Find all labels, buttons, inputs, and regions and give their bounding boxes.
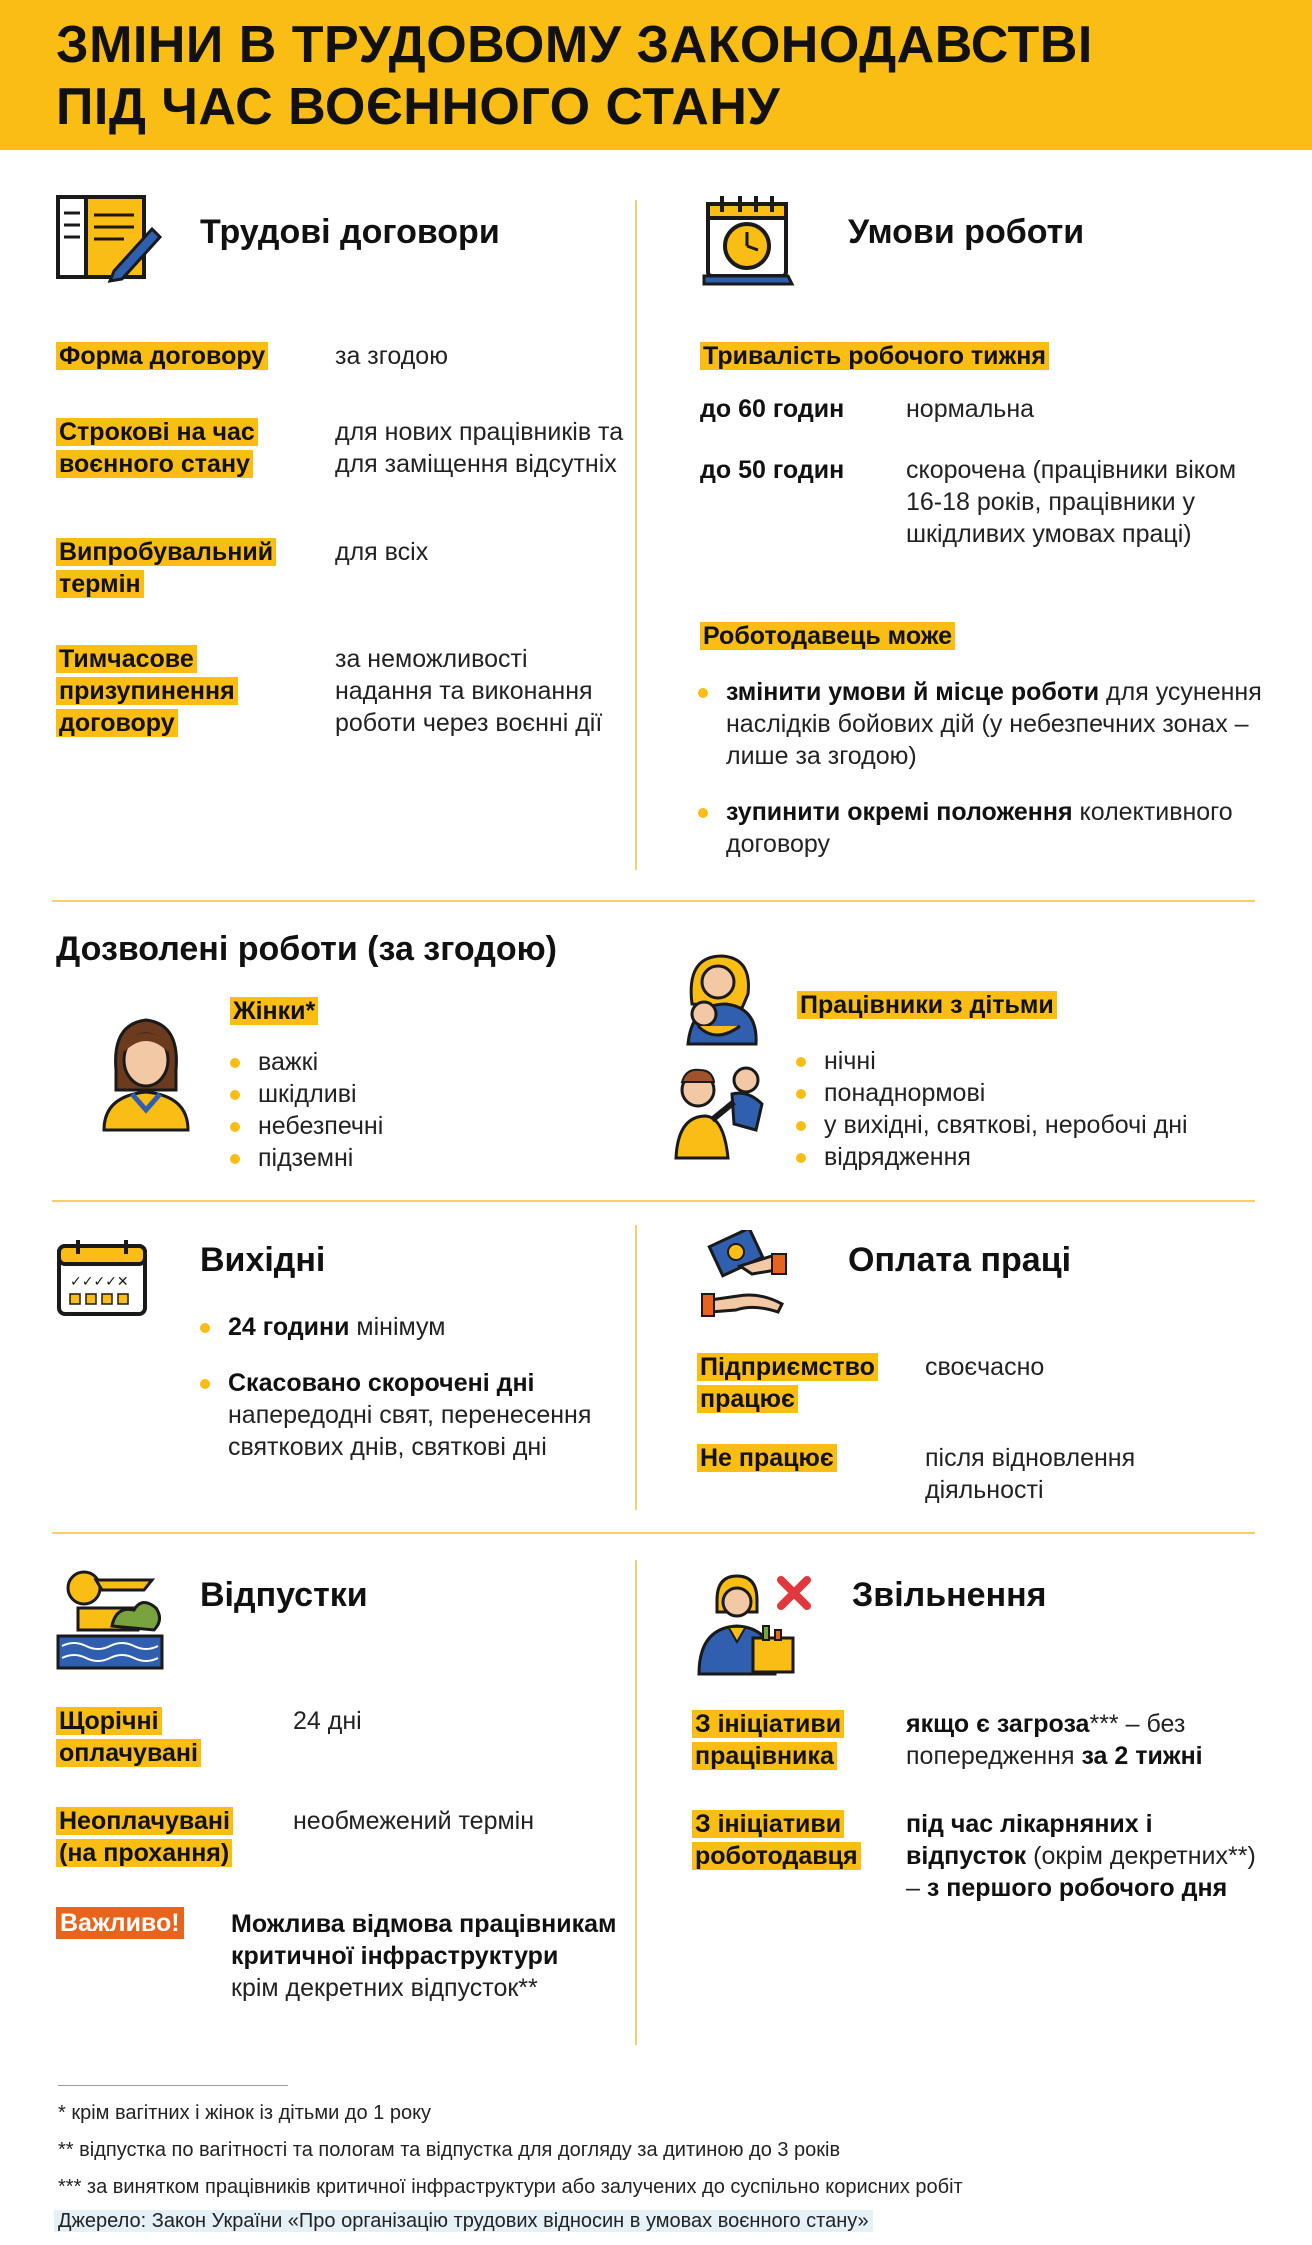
divider-horizontal-1 bbox=[52, 900, 1255, 902]
source-note: Джерело: Закон України «Про організацію трудових відносин в умовах воєнного стану» bbox=[54, 2210, 873, 2233]
women-label: Жінки* bbox=[230, 995, 318, 1027]
contract-value-4: за неможливості надання та виконання роботи через воєнні дії bbox=[335, 645, 603, 737]
divider-vertical-3 bbox=[635, 1560, 637, 2045]
conditions-title: Умови роботи bbox=[848, 213, 1085, 251]
mother-child-icon bbox=[672, 948, 772, 1048]
pay-label-1: Підприємство працює bbox=[697, 1351, 907, 1415]
vacation-value-2: необмежений термін bbox=[293, 1807, 535, 1835]
list-item: відрядження bbox=[794, 1141, 1264, 1173]
contract-label-3: Випробувальний термін bbox=[56, 536, 316, 600]
work-week-label: Тривалість робочого тижня bbox=[700, 340, 1049, 372]
parents-label: Працівники з дітьми bbox=[797, 989, 1057, 1021]
contract-label-1: Форма договору bbox=[56, 340, 306, 372]
document-pencil-icon bbox=[54, 193, 164, 283]
footnote-3: *** за винятком працівників критичної інфраструктури або залучених до суспільно корисних робіт bbox=[58, 2176, 963, 2198]
footnote-2: ** відпустка по вагітності та пологам та відпустка для догляду за дитиною до 3 років bbox=[58, 2139, 841, 2161]
dismissal-label-1: З ініціативи працівника bbox=[692, 1708, 882, 1772]
list-item: Скасовано скорочені дні напередодні свят, перенесення святкових днів, святкові дні bbox=[198, 1367, 598, 1463]
list-item: у вихідні, святкові, неробочі дні bbox=[794, 1109, 1264, 1141]
page-title bbox=[56, 14, 1093, 138]
footnote-separator bbox=[58, 2085, 288, 2086]
weekend-list bbox=[198, 1311, 598, 1463]
list-item: небезпечні bbox=[228, 1110, 488, 1142]
employer-list bbox=[696, 676, 1266, 860]
list-item: змінити умови й місце роботи для усунення наслідків бойових дій (у небезпечних зонах – лише за згодою) bbox=[696, 676, 1266, 772]
hours-60-label: до 60 годин bbox=[700, 395, 845, 423]
important-text: Можлива відмова працівникам критичної інфраструктури крім декретних відпусток** bbox=[231, 1910, 617, 2002]
weekend-title: Вихідні bbox=[200, 1241, 326, 1279]
svg-text:✓✓✓✓✕: ✓✓✓✓✕ bbox=[70, 1274, 129, 1290]
hours-50-label: до 50 годин bbox=[700, 456, 845, 484]
divider-horizontal-2 bbox=[52, 1200, 1255, 1202]
vacation-value-1: 24 дні bbox=[293, 1707, 362, 1735]
father-child-icon bbox=[672, 1060, 772, 1160]
payment-hands-icon bbox=[700, 1230, 790, 1324]
pay-value-1: своєчасно bbox=[925, 1353, 1045, 1381]
divider-vertical-1 bbox=[635, 200, 637, 870]
contract-value-2: для нових працівників та для заміщення відсутніх bbox=[335, 418, 624, 478]
dismissal-worker-icon bbox=[693, 1572, 817, 1676]
footnote-1: * крім вагітних і жінок із дітьми до 1 року bbox=[58, 2102, 432, 2124]
employer-can-label: Роботодавець може bbox=[700, 620, 955, 652]
contracts-title: Трудові договори bbox=[200, 213, 500, 251]
list-item: 24 години мінімум bbox=[198, 1311, 598, 1343]
contract-value-1: за згодою bbox=[335, 342, 448, 370]
dismissal-value-2: під час лікарняних і відпусток (окрім декретних**) – з першого робочого дня bbox=[906, 1810, 1256, 1902]
vacation-label-2: Неоплачувані (на прохання) bbox=[56, 1805, 266, 1869]
women-list bbox=[228, 1046, 488, 1174]
calendar-checks-icon bbox=[56, 1238, 148, 1318]
divider-vertical-2 bbox=[635, 1225, 637, 1510]
title-line-2: ПІД ЧАС ВОЄННОГО СТАНУ bbox=[56, 78, 781, 136]
list-item: зупинити окремі положення колективного договору bbox=[696, 796, 1266, 860]
beach-vacation-icon bbox=[56, 1566, 164, 1670]
hours-50-value: скорочена (працівники віком 16-18 років, працівники у шкідливих умовах праці) bbox=[906, 456, 1237, 548]
allowed-work-title: Дозволені роботи (за згодою) bbox=[56, 930, 557, 968]
list-item: нічні bbox=[794, 1045, 1264, 1077]
header-banner bbox=[0, 0, 1312, 150]
contract-label-4: Тимчасове призупинення договору bbox=[56, 643, 286, 739]
hours-60-value: нормальна bbox=[906, 395, 1035, 423]
vacation-title: Відпустки bbox=[200, 1576, 368, 1614]
parents-list bbox=[794, 1045, 1264, 1173]
list-item: шкідливі bbox=[228, 1078, 488, 1110]
contract-label-2: Строкові на час воєнного стану bbox=[56, 416, 306, 480]
pay-title: Оплата праці bbox=[848, 1241, 1072, 1279]
dismissal-label-2: З ініціативи роботодавця bbox=[692, 1808, 892, 1872]
list-item: понаднормові bbox=[794, 1077, 1264, 1109]
list-item: важкі bbox=[228, 1046, 488, 1078]
dismissal-title: Звільнення bbox=[852, 1576, 1047, 1614]
contract-value-3: для всіх bbox=[335, 538, 429, 566]
title-line-1: ЗМІНИ В ТРУДОВОМУ ЗАКОНОДАВСТВІ bbox=[56, 16, 1093, 74]
pay-value-2: після відновлення діяльності bbox=[925, 1444, 1136, 1504]
dismissal-value-1: якщо є загроза*** – без попередження за 2 тижні bbox=[906, 1710, 1203, 1770]
pay-label-2: Не працює bbox=[697, 1442, 907, 1474]
vacation-label-1: Щорічні оплачувані bbox=[56, 1705, 236, 1769]
calendar-clock-icon bbox=[700, 192, 796, 292]
important-badge: Важливо! bbox=[56, 1907, 184, 1939]
list-item: підземні bbox=[228, 1142, 488, 1174]
woman-icon bbox=[98, 1012, 194, 1132]
divider-horizontal-3 bbox=[52, 1532, 1255, 1534]
